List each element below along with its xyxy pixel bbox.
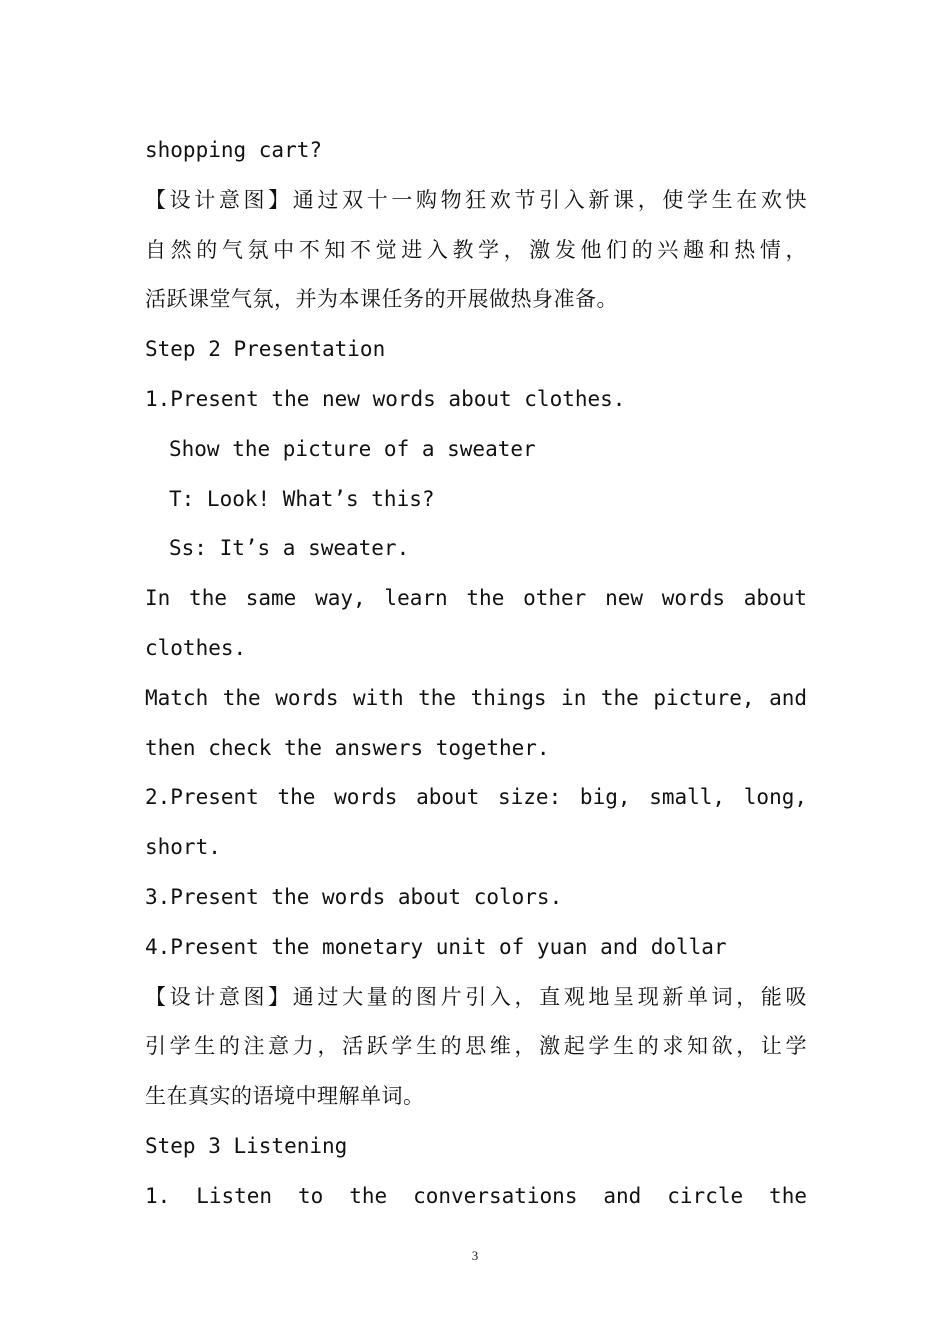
dialogue-line: Ss: It’s a sweater. [169,536,410,561]
body-line: clothes. [145,635,247,660]
list-item: 4.Present the monetary unit of yuan and dollar [145,934,727,959]
list-item: 3.Present the words about colors. [145,884,563,909]
list-item: 1. Listen to the conversations and circle the [145,1183,807,1208]
body-line: 自然的气氛中不知不觉进入教学，激发他们的兴趣和热情， [145,237,807,262]
body-line: 生在真实的语境中理解单词。 [145,1084,425,1109]
body-line: In the same way, learn the other new words about [145,586,807,611]
step-heading: Step 3 Listening [145,1133,348,1158]
body-line: 活跃课堂气氛，并为本课任务的开展做热身准备。 [145,287,618,312]
step-heading: Step 2 Presentation [145,337,386,362]
page-number: 3 [471,1248,479,1263]
list-item: 2.Present the words about size: big, small, long, [145,785,807,810]
body-line: short. [145,835,221,860]
body-line: then check the answers together. [145,735,550,760]
design-intent-line: 【设计意图】通过双十一购物狂欢节引入新课，使学生在欢快 [145,187,807,212]
design-intent-line: 【设计意图】通过大量的图片引入，直观地呈现新单词，能吸 [145,984,807,1009]
body-line: Match the words with the things in the picture, and [145,685,807,710]
document-body [145,126,807,1222]
dialogue-line: Show the picture of a sweater [169,436,536,461]
body-line: shopping cart? [145,138,323,162]
list-item: 1.Present the new words about clothes. [145,386,626,411]
body-line: 引学生的注意力，活跃学生的思维，激起学生的求知欲，让学 [145,1034,807,1059]
dialogue-line: T: Look! What’s this? [169,486,435,511]
